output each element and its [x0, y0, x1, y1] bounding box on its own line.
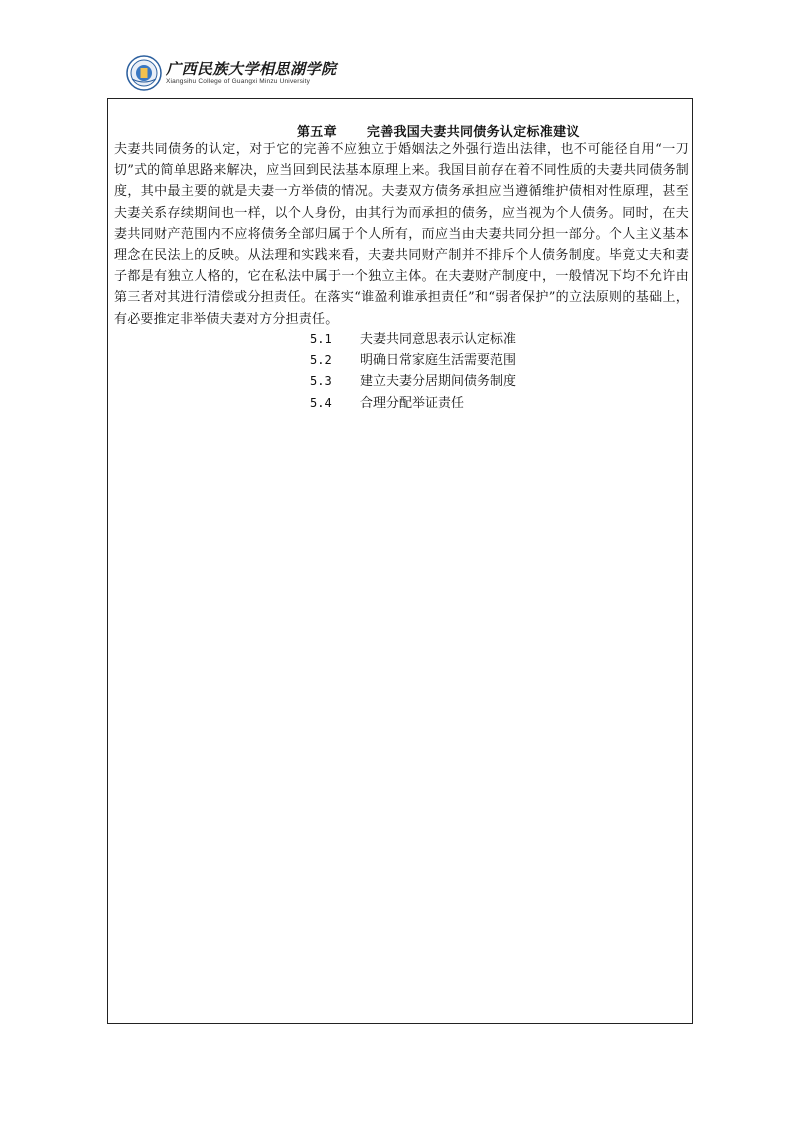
college-seal-logo — [126, 55, 162, 91]
chapter-number: 第五章 — [297, 125, 337, 140]
school-name-english: Xiangsihu College of Guangxi Minzu University — [166, 78, 311, 85]
page-header — [126, 54, 337, 92]
section-item — [310, 350, 516, 371]
section-number: 5.2 — [310, 353, 332, 368]
chapter-title: 完善我国夫妻共同债务认定标准建议 — [366, 125, 580, 140]
school-name — [166, 60, 337, 86]
section-item — [310, 329, 516, 350]
section-number: 5.4 — [310, 395, 332, 410]
section-title: 建立夫妻分居期间债务制度 — [360, 374, 517, 390]
section-title: 夫妻共同意思表示认定标准 — [360, 332, 517, 347]
section-number: 5.1 — [310, 332, 332, 346]
chapter-heading — [297, 121, 580, 140]
section-number: 5.3 — [310, 374, 332, 389]
section-item — [310, 393, 516, 414]
section-item — [310, 371, 516, 392]
section-title: 明确日常家庭生活需要范围 — [360, 353, 517, 369]
section-list — [310, 329, 516, 414]
school-name-chinese: 广西民族大学相思湖学院 — [166, 60, 337, 78]
chapter-body-paragraph: 夫妻共同债务的认定，对于它的完善不应独立于婚姻法之外强行造出法律，也不可能径自用“一刀切”式的简单思路来解决，应当回到民法基本原理上来。我国目前存在着不同性质的夫妻共同债务制度，其中最主要的就是夫妻一方举债的情况。夫妻双方债务承担应当遵循维护债相对性原理，甚至夫妻关系存续期间也一样，以个人身份，由其行为而承担的债务，应当视为个人债务。同时，在夫妻共同财产范围内不应将债务全部归属于个人所有，而应当由夫妻共同分担一部分。个人主义基本理念在民法上的反映。从法理和实践来看，夫妻共同财产制并不排斥个人债务制度。毕竟丈夫和妻子都是有独立人格的，它在私法中属于一个独立主体。在夫妻财产制度中，一般情况下均不允许由第三者对其进行清偿或分担责任。在落实“谁盈利谁承担责任”和“弱者保护”的立法原则的基础上，有必要推定非举债夫妻对方分担责任。 — [114, 142, 689, 327]
section-title: 合理分配举证责任 — [360, 395, 465, 411]
